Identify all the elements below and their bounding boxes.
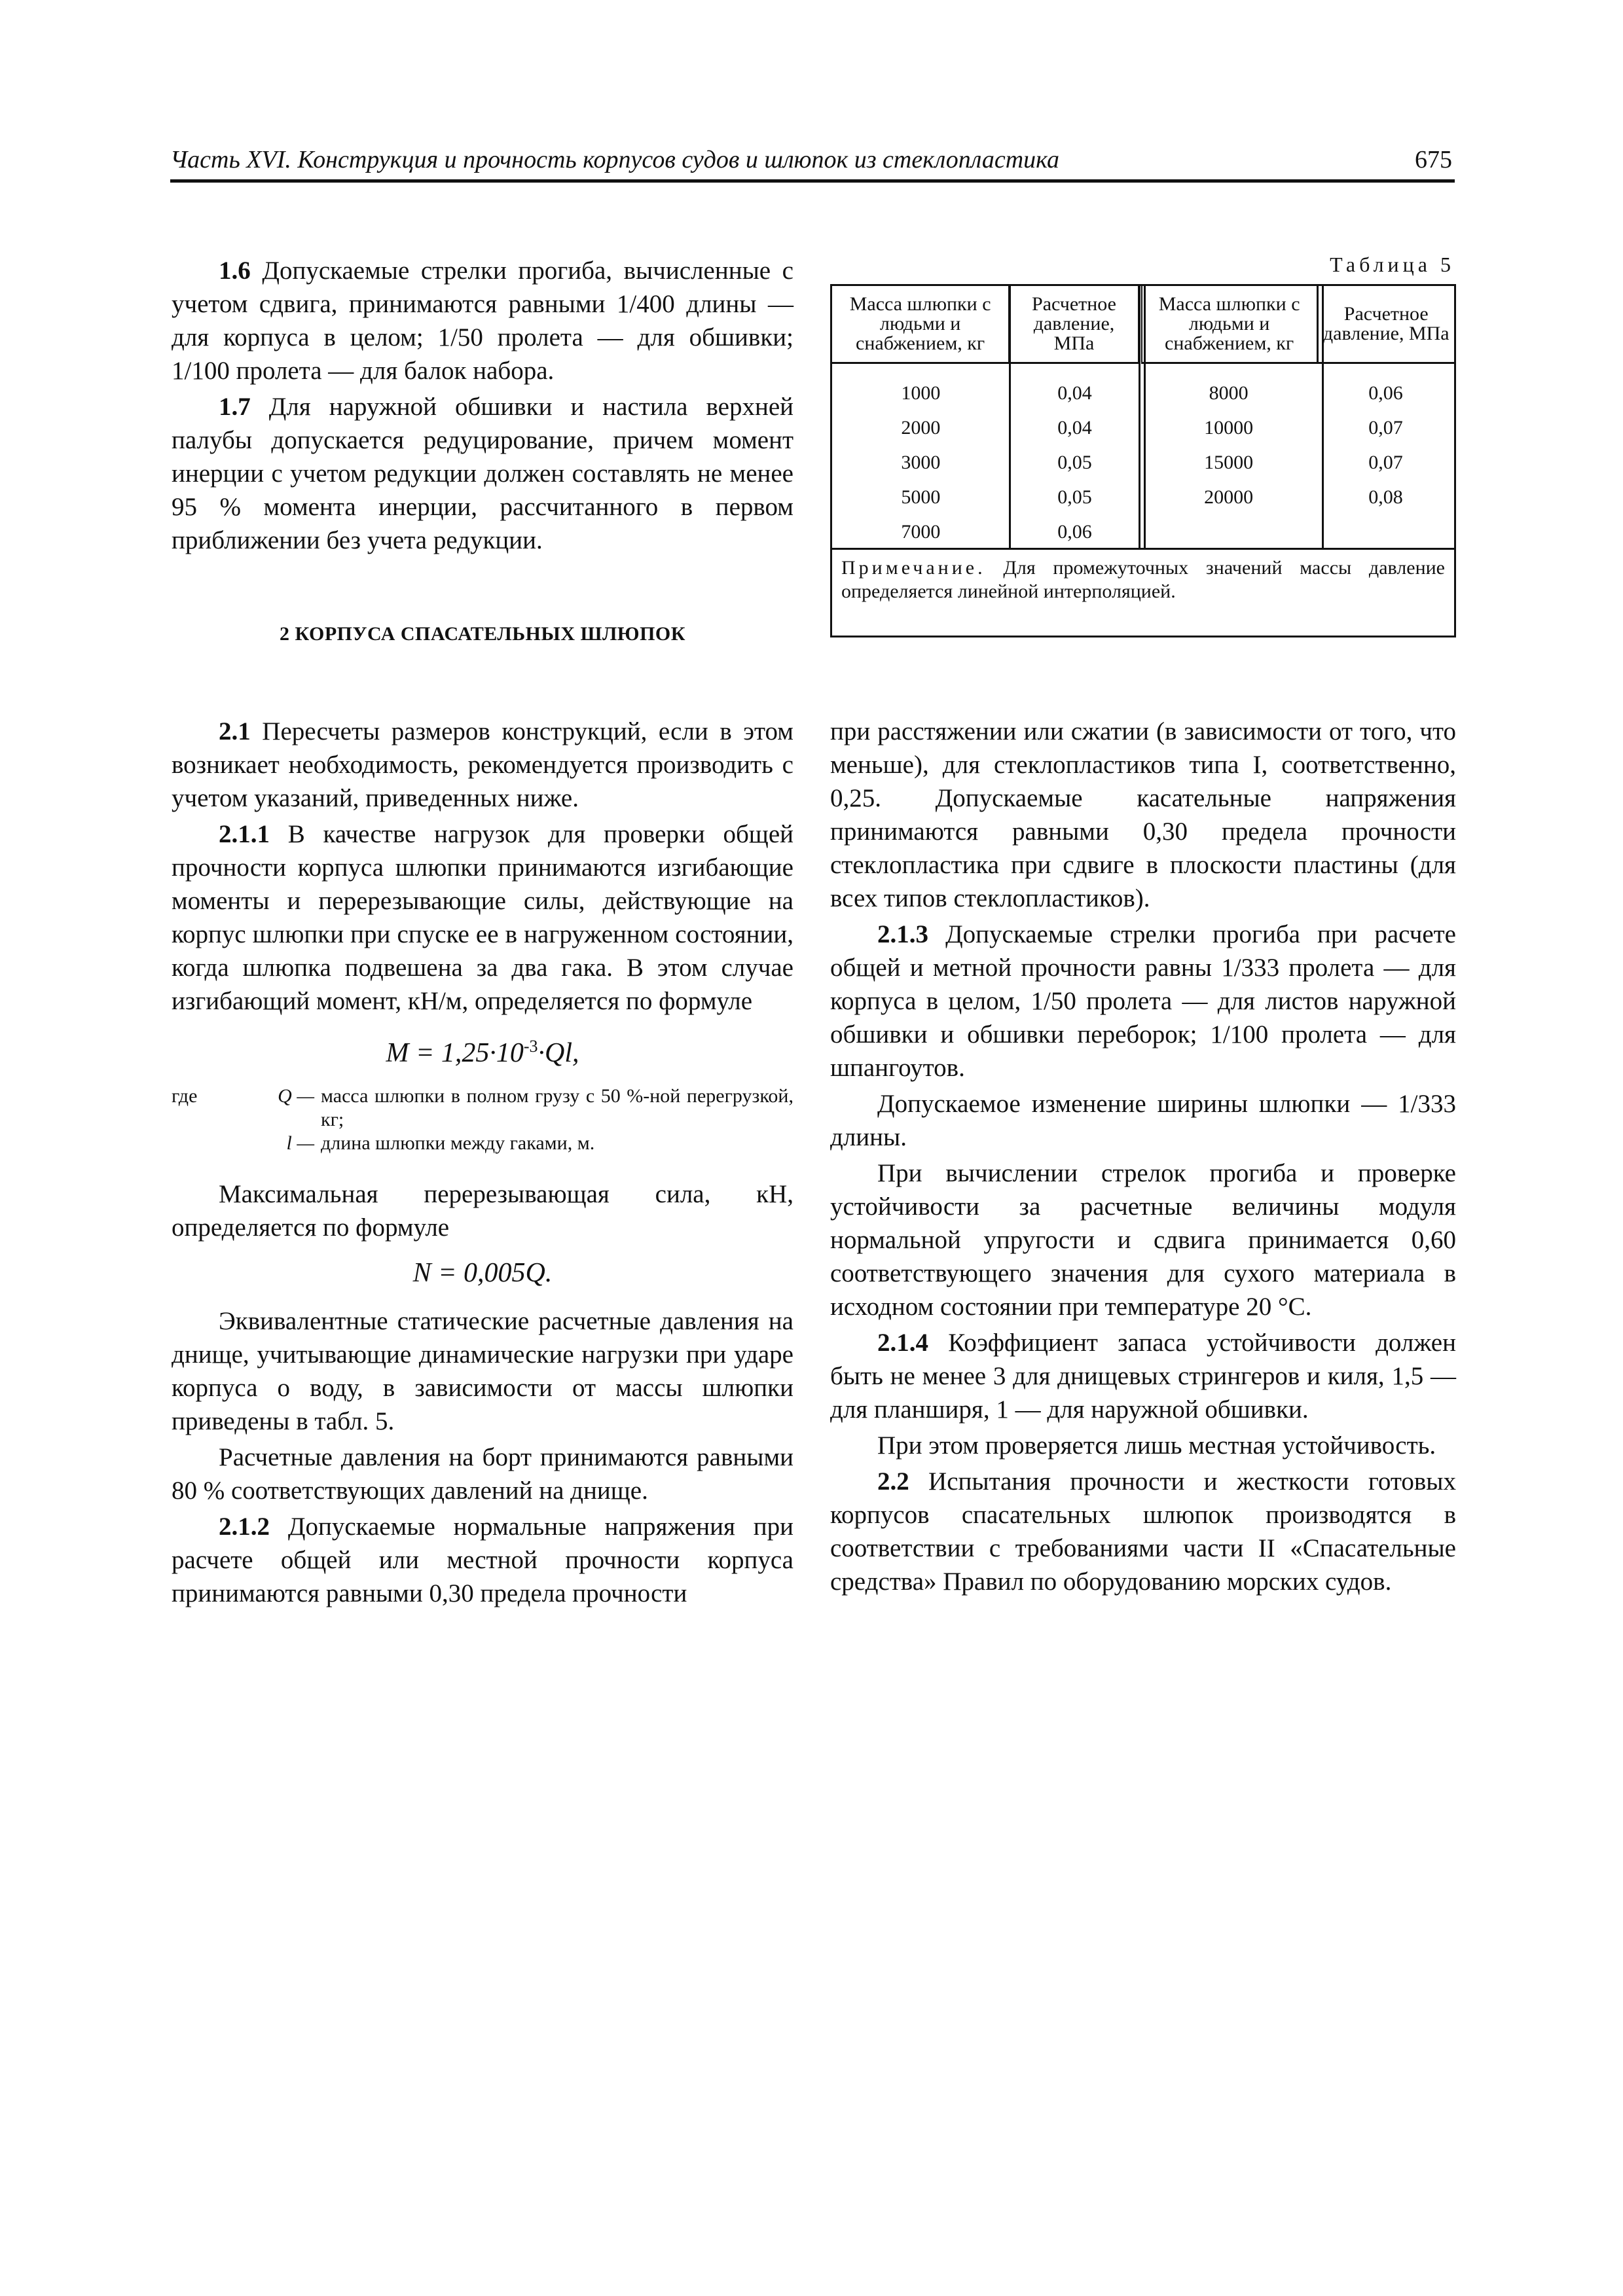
- paragraph-calculation: При вычислении стрелок прогиба и проверке устойчивости за расчетные величины модуля нормальной упругости и сдвига принимается 0,60 соответствующего значения для сухого материала в исходном состоянии при температуре 20 °С.: [830, 1159, 1456, 1321]
- legend-text: длина шлюпки между гаками, м.: [321, 1132, 595, 1154]
- clause-number: 1.6: [219, 257, 251, 285]
- paragraph-2-1: [172, 715, 793, 815]
- table-row: [832, 445, 1454, 480]
- column-header: Масса шлюпки с людьми и снабжением, кг: [832, 286, 1010, 363]
- table-5: [830, 284, 1456, 637]
- page-header: [170, 145, 1455, 183]
- clause-text: Для наружной обшивки и настила верхней палубы допускается редуцирование, причем момент инерции с учетом редукции должен составлять не менее 95 % момента инерции, рассчитанного в первом приближении без учета редукции.: [172, 393, 793, 554]
- clause-text: Допускаемые стрелки прогиба, вычисленные с учетом сдвига, принимаются равными 1/400 длины — для корпуса в целом; 1/50 пролета — для обшивки; 1/100 пролета — для балок набора.: [172, 257, 793, 385]
- running-title: Часть XVI. Конструкция и прочность корпусов судов и шлюпок из стеклопластика: [170, 146, 1059, 173]
- paragraph-continuation: при расстяжении или сжатии (в зависимости от того, что меньше), для стеклопластиков типа I, соответственно, 0,25. Допускаемые касательные напряжения принимаются равными 0,30 предела прочности стеклопластика при сдвиге в плоскости пластины (для всех типов стеклопластиков).: [830, 717, 1456, 912]
- clause-number: 1.7: [219, 393, 251, 421]
- clause-number: 2.1.2: [219, 1513, 270, 1541]
- table-cell: 0,07: [1368, 417, 1403, 439]
- table-cell: 1000: [901, 382, 941, 404]
- table-cell: 3000: [901, 452, 941, 473]
- table-cell: 8000: [1209, 382, 1249, 404]
- column-divider: [1322, 286, 1324, 548]
- formula-bending-moment: [172, 1027, 793, 1073]
- paragraph-2-2: [830, 1465, 1456, 1598]
- note-text: Для промежуточных значений массы давление определяется линейной интерполяцией.: [841, 557, 1445, 602]
- table-row: [832, 514, 1454, 549]
- table-caption: Таблица 5: [1330, 253, 1455, 276]
- pressure-table: [832, 286, 1454, 549]
- paragraph-1-7: [172, 390, 793, 557]
- table-cell: 5000: [901, 486, 941, 508]
- table-cell: 0,04: [1057, 417, 1092, 439]
- note-label: Примечание.: [841, 557, 986, 579]
- clause-number: 2.1.3: [877, 920, 928, 948]
- paragraph-equivalent-pressure: Эквивалентные статические расчетные давления на днище, учитывающие динамические нагрузки при ударе корпуса о воду, в зависимости от массы шлюпки приведены в табл. 5.: [172, 1307, 793, 1435]
- clause-text: Допускаемые нормальные напряжения при расчете общей или местной прочности корпуса принимаются равными 0,30 предела прочности: [172, 1513, 793, 1607]
- formula-shear-force: N = 0,005Q.: [412, 1258, 553, 1288]
- clause-number: 2.1: [219, 717, 251, 745]
- table-cell: 0,05: [1057, 452, 1092, 473]
- paragraph-2-1-2: [172, 1510, 793, 1610]
- column-divider: [1009, 286, 1011, 548]
- table-cell: 0,07: [1368, 452, 1403, 473]
- left-column-bottom: [172, 715, 793, 1610]
- clause-text: Испытания прочности и жесткости готовых корпусов спасательных шлюпок производятся в соответствии с требованиями части II «Спасательные средства» Правил по оборудованию морских судов.: [830, 1467, 1456, 1596]
- table-row: [832, 480, 1454, 514]
- column-divider: [1144, 286, 1146, 548]
- table-cell: 0,04: [1057, 382, 1092, 404]
- paragraph-2-1-3: [830, 918, 1456, 1085]
- formula-part: M = 1,25·10: [386, 1038, 524, 1068]
- paragraph-1-6: [172, 254, 793, 387]
- column-header: Расчетное давление, МПа: [1010, 286, 1140, 363]
- table-cell: 0,06: [1057, 521, 1092, 543]
- formula-exponent: -3: [523, 1037, 538, 1056]
- table-cell: 0,08: [1368, 486, 1403, 508]
- table-row: [832, 410, 1454, 445]
- right-column-bottom: [830, 715, 1456, 1598]
- column-header: Расчетное давление, МПа: [1317, 286, 1454, 363]
- table-cell: 2000: [901, 417, 941, 439]
- legend-row: [172, 1085, 793, 1132]
- clause-text: Допускаемые стрелки прогиба при расчете общей и метной прочности равны 1/333 пролета — для корпуса в целом, 1/50 пролета — для листов наружной обшивки и обшивки переборок; 1/100 пролета — для шпангоутов.: [830, 920, 1456, 1082]
- table-cell: 0,06: [1368, 382, 1403, 404]
- table-cell: 0,05: [1057, 486, 1092, 508]
- clause-text: В качестве нагрузок для проверки общей прочности корпуса шлюпки принимаются изгибающие моменты и перерезывающие силы, действующие на корпус шлюпки при спуске ее в нагруженном состоянии, когда шлюпка подвешена за два гака. В этом случае изгибающий момент, кН/м, определяется по формуле: [172, 820, 793, 1015]
- table-cell: 7000: [901, 521, 941, 543]
- paragraph-2-1-1: [172, 817, 793, 1018]
- section-heading: 2 КОРПУСА СПАСАТЕЛЬНЫХ ШЛЮПОК: [280, 623, 685, 645]
- table-cell: [1140, 514, 1317, 549]
- table-cell: 15000: [1204, 452, 1254, 473]
- paragraph-width-change: Допускаемое изменение ширины шлюпки — 1/333 длины.: [830, 1090, 1456, 1151]
- paragraph-shear-force: Максимальная перерезывающая сила, кН, определяется по формуле: [172, 1180, 793, 1242]
- clause-text: Коэффициент запаса устойчивости должен быть не менее 3 для днищевых стрингеров и киля, 1,5 — для планширя, 1 — для наружной обшивки.: [830, 1329, 1456, 1424]
- paragraph-side-pressure: Расчетные давления на борт принимаются равными 80 % соответствующих давлений на днище.: [172, 1443, 793, 1505]
- symbol-legend: [172, 1085, 793, 1155]
- table-cell: 10000: [1204, 417, 1254, 439]
- left-column-top: [172, 254, 793, 557]
- clause-number: 2.2: [877, 1467, 909, 1496]
- formula-part: ·Ql,: [538, 1038, 579, 1068]
- legend-symbol: l —: [286, 1132, 314, 1154]
- legend-text: масса шлюпки в полном грузу с 50 %-ной перегрузкой, кг;: [321, 1085, 793, 1130]
- table-cell: 20000: [1204, 486, 1254, 508]
- clause-text: Пересчеты размеров конструкций, если в этом возникает необходимость, рекомендуется производить с учетом указаний, приведенных ниже.: [172, 717, 793, 812]
- table-cell: [1317, 514, 1454, 549]
- column-header: Масса шлюпки с людьми и снабжением, кг: [1140, 286, 1317, 363]
- table-header-row: [832, 286, 1454, 363]
- clause-number: 2.1.4: [877, 1329, 928, 1357]
- legend-symbol: Q —: [278, 1085, 314, 1107]
- column-divider: [1139, 286, 1140, 548]
- table-note: [832, 548, 1454, 610]
- legend-row: [172, 1132, 793, 1155]
- page-number: 675: [1415, 146, 1452, 173]
- clause-number: 2.1.1: [219, 820, 270, 848]
- paragraph-2-1-4: [830, 1326, 1456, 1426]
- table-row: [832, 363, 1454, 411]
- where-word: где: [172, 1085, 198, 1107]
- paragraph-local-stability: При этом проверяется лишь местная устойчивость.: [877, 1431, 1436, 1460]
